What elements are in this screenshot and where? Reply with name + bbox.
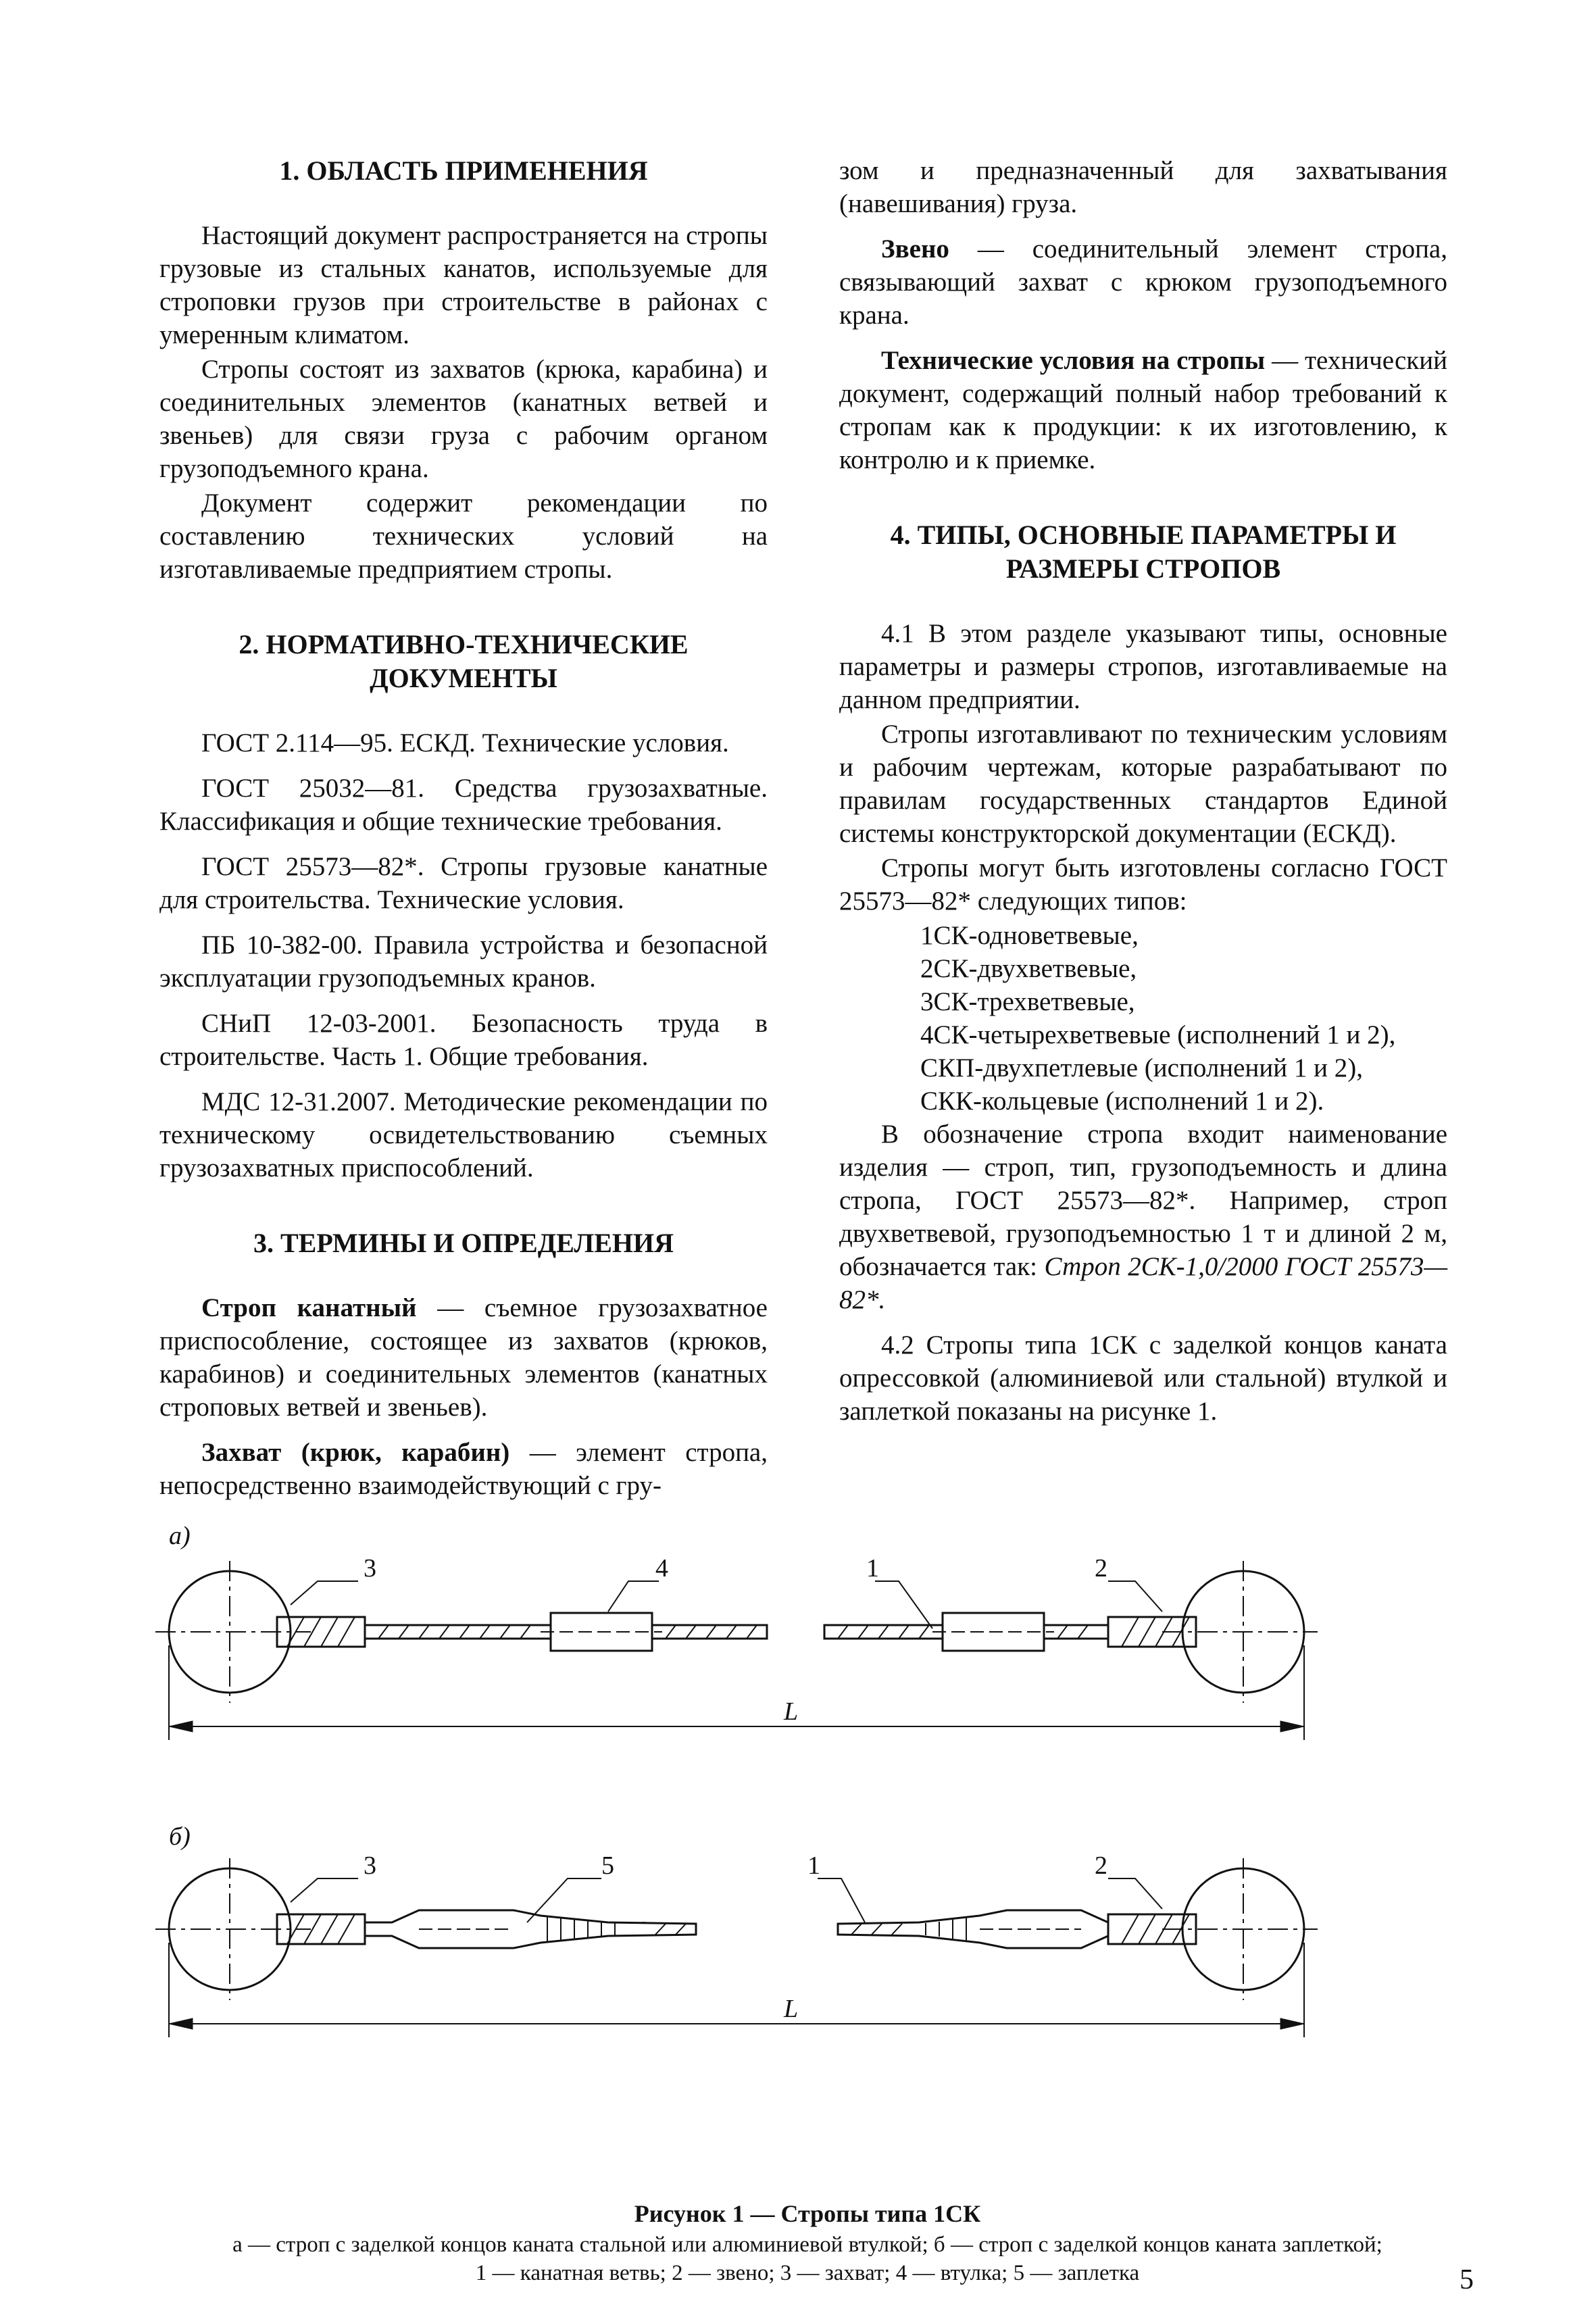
definition [159, 1436, 768, 1502]
definition-text: — технический документ, содержащий полный набор требований к стропам как к продукции: к их изготовлению, к контролю и к приемке. [839, 346, 1447, 474]
term: Захват (крюк, карабин) [201, 1438, 510, 1467]
dimension-L: L [784, 1995, 799, 2023]
reference-item: СНиП 12-03-2001. Безопасность труда в строительстве. Часть 1. Общие требования. [159, 1009, 768, 1071]
paragraph [839, 1118, 1447, 1316]
callout-2: 2 [1095, 1851, 1107, 1880]
callout-1: 1 [866, 1554, 879, 1583]
designation-example: Строп 2СК-1,0/2000 ГОСТ 25573—82*. [839, 1252, 1447, 1314]
reference-item: ГОСТ 25573—82*. Стропы грузовые канатные для строительства. Технические условия. [159, 852, 768, 914]
paragraph: Настоящий документ распространяется на стропы грузовые из стальных канатов, используемые для строповки грузов при строительстве в районах с умеренным климатом. [159, 221, 768, 349]
figure-caption [122, 2199, 1493, 2287]
paragraph: 4.2 Стропы типа 1СК с заделкой концов каната опрессовкой (алюминиевой или стальной) втулкой и заплеткой показаны на рисунке 1. [839, 1330, 1447, 1426]
reference-item: ГОСТ 2.114—95. ЕСКД. Технические условия. [201, 728, 729, 757]
section-3-title: 3. ТЕРМИНЫ И ОПРЕДЕЛЕНИЯ [253, 1228, 674, 1258]
type-item: 2СК-двухветвевые, [920, 954, 1137, 983]
definition [159, 1291, 768, 1424]
paragraph: 4.1 В этом разделе указывают типы, основные параметры и размеры стропов, изготавливаемые на данном предприятии. [839, 619, 1447, 714]
reference-item: ПБ 10-382-00. Правила устройства и безопасной эксплуатации грузоподъемных кранов. [159, 930, 768, 993]
definition [839, 344, 1447, 476]
right-column [839, 154, 1447, 1429]
subfigure-b-label: б) [169, 1822, 191, 1851]
caption-title: Рисунок 1 — Стропы типа 1СК [634, 2200, 981, 2227]
caption-line: 1 — канатная ветвь; 2 — звено; 3 — захват; 4 — втулка; 5 — заплетка [475, 2261, 1140, 2285]
paragraph: Стропы состоят из захватов (крюка, карабина) и соединительных элементов (канатных ветвей и звеньев) для связи груза с рабочим органом грузоподъемного крана. [159, 355, 768, 483]
callout-1: 1 [807, 1851, 820, 1880]
paragraph: Документ содержит рекомендации по составлению технических условий на изготавливаемые предприятием стропы. [159, 489, 768, 584]
section-1-title: 1. ОБЛАСТЬ ПРИМЕНЕНИЯ [279, 155, 648, 186]
type-item: СКП-двухпетлевые (исполнений 1 и 2), [920, 1053, 1363, 1082]
splice-5 [365, 1910, 696, 1948]
callout-4: 4 [655, 1554, 668, 1583]
paragraph: зом и предназначенный для захватывания (навешивания) груза. [839, 156, 1447, 218]
paragraph-text: В обозначение стропа входит наименование изделия — строп, тип, грузоподъемность и длина стропа, ГОСТ 25573—82*. Например, строп двухветвевой, грузоподъемностью 1 т и длиной 2 м, обозначается так: [839, 1120, 1447, 1281]
figure-1-sling-diagram [135, 1524, 1487, 2254]
type-item: 3СК-трехветвевые, [920, 987, 1135, 1016]
section-2-title: 2. НОРМАТИВНО-ТЕХНИЧЕСКИЕ ДОКУМЕНТЫ [239, 629, 689, 693]
reference-item: МДС 12-31.2007. Методические рекомендации по техническому освидетельствованию съемных грузозахватных приспособлений. [159, 1087, 768, 1183]
term: Технические условия на стропы [881, 346, 1266, 375]
page-number: 5 [1460, 2264, 1474, 2295]
left-column [159, 154, 768, 1503]
callout-5: 5 [601, 1851, 614, 1880]
caption-line: а — строп с заделкой концов каната стальной или алюминиевой втулкой; б — строп с заделкой концов каната заплеткой; [232, 2233, 1382, 2257]
rope-branch-end-left [652, 1625, 767, 1639]
rope-branch-left [365, 1625, 551, 1639]
definition-text: — съемное грузозахватное приспособление, состоящее из захватов (крюков, карабинов) и соединительных элементов (канатных строповых ветвей и звеньев). [159, 1293, 768, 1422]
paragraph: Стропы могут быть изготовлены согласно ГОСТ 25573—82* следующих типов: [839, 853, 1447, 916]
type-item: СКК-кольцевые (исполнений 1 и 2). [920, 1087, 1324, 1116]
term: Строп канатный [201, 1293, 417, 1322]
reference-item: ГОСТ 25032—81. Средства грузозахватные. Классификация и общие технические требования. [159, 774, 768, 836]
definition-text: — соединительный элемент стропа, связывающий захват с крюком грузоподъемного крана. [839, 234, 1447, 330]
type-item: 4СК-четырехветвевые (исполнений 1 и 2), [920, 1020, 1396, 1049]
definition [839, 232, 1447, 332]
definition-text: — элемент стропа, непосредственно взаимодействующий с гру- [159, 1438, 768, 1500]
callout-3: 3 [364, 1851, 376, 1880]
section-4-title: 4. ТИПЫ, ОСНОВНЫЕ ПАРАМЕТРЫ И РАЗМЕРЫ СТРОПОВ [890, 520, 1397, 584]
callout-3: 3 [364, 1554, 376, 1583]
callout-2: 2 [1095, 1554, 1107, 1583]
term: Звено [881, 234, 949, 264]
type-item: 1СК-одноветвевые, [920, 921, 1139, 950]
paragraph: Стропы изготавливают по техническим условиям и рабочим чертежам, которые разрабатывают по правилам государственных стандартов Единой системы конструкторской документации (ЕСКД). [839, 720, 1447, 848]
subfigure-a-label: а) [169, 1524, 191, 1550]
dimension-L: L [784, 1697, 799, 1726]
